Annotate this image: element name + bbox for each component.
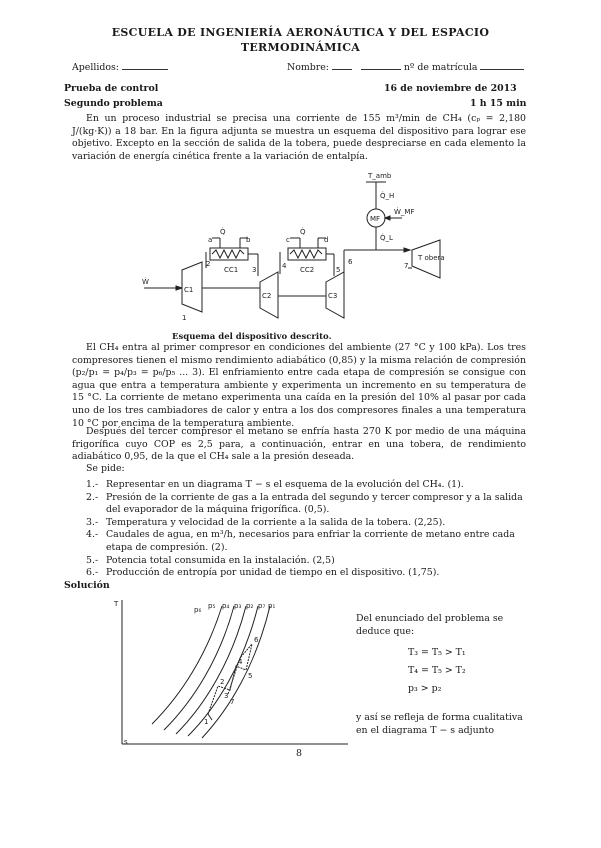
node-5: 5 xyxy=(336,266,341,274)
statement-paragraph-1: En un proceso industrial se precisa una corriente de 155 m³/min de CH₄ (cₚ = 2,180 J/(kg·K)) a 18 bar. En la figura adjunta se muestra un esquema del dispositivo para lograr ese objetivo. Excepto en la sección de salida de la tobera, puede despreciarse en cada elemento la variación de energía cinética frente a la variación de entalpía. xyxy=(72,113,526,162)
question-item: 6.- Producción de entropía por unidad de tiempo en el dispositivo. (1,75). xyxy=(86,567,440,579)
node-1: 1 xyxy=(182,314,187,322)
solution-title: Solución xyxy=(64,580,110,591)
node-b: b xyxy=(246,236,251,244)
label-QH: Q̇_H xyxy=(380,192,395,200)
isobar-p1: p₁ xyxy=(268,602,276,610)
node-3: 3 xyxy=(252,266,257,274)
isobar-p4: p₄ xyxy=(222,602,230,610)
isobar-p5: p₅ xyxy=(208,602,216,610)
statement-paragraph-2: El CH₄ entra al primer compresor en condiciones del ambiente (27 °C y 100 kPa). Los tres compresores tienen el mismo rendimiento adiabático (0,85) y la misma relación de compresión (p₂/p₁ = p₄/p₃ = p₆/p₅ ... 3). El enfriamiento entre cada etapa de compresión se consigue con agua que entra a temperatura ambiente y experimenta un incremento en su temperatura de 15 °C. La corriente de metano experimenta una caída en la presión del 10% al pasar por cada uno de los tres cambiadores de calor y entra a los dos compresores finales a una temperatura 10 °C por encima de la temperatura ambiente. xyxy=(72,342,526,429)
nombre-label: Nombre: xyxy=(287,62,329,73)
ts-point-4: 4 xyxy=(238,658,243,666)
subject-title: TERMODINÁMICA xyxy=(240,41,361,54)
apellidos-label: Apellidos: xyxy=(72,62,119,73)
isobar-p3: p₃ xyxy=(234,602,242,610)
relation-2: T₄ = T₅ > T₂ xyxy=(408,665,466,676)
school-title: ESCUELA DE INGENIERÍA AERONÁUTICA Y DEL ESPACIO xyxy=(111,26,490,39)
axis-s: s xyxy=(124,738,128,746)
question-item: 5.- Potencia total consumida en la instalación. (2,5) xyxy=(86,554,335,566)
label-CC2: CC2 xyxy=(300,266,315,274)
exam-date: 16 de noviembre de 2013 xyxy=(384,83,517,94)
node-2: 2 xyxy=(206,260,211,268)
label-WMF: Ẇ_MF xyxy=(394,208,415,216)
isobar-p2: p₂ xyxy=(246,602,254,610)
label-tobera: T obera xyxy=(418,254,445,262)
solution-intro: Del enunciado del problema se deduce que: xyxy=(356,613,504,637)
ts-point-3: 3 xyxy=(224,692,229,700)
question-item: 4.- Caudales de agua, en m³/h, necesarios para enfriar la corriente de metano entre cada etapa de compresión. (2). xyxy=(86,529,515,553)
apellidos-field xyxy=(72,62,168,75)
label-MF: MF xyxy=(370,215,381,223)
isobar-p7: p₇ xyxy=(258,602,266,610)
axis-T: T xyxy=(114,600,119,608)
question-item: 2.- Presión de la corriente de gas a la entrada del segundo y tercer compresor y a la salida del evaporador de la máquina frigorífica. (0,5). xyxy=(86,491,523,516)
relation-1: T₃ = T₅ > T₁ xyxy=(408,647,466,658)
ts-point-2: 2 xyxy=(220,678,225,686)
problem-title: Segundo problema xyxy=(64,98,163,109)
node-a: a xyxy=(208,236,213,244)
process-diagram xyxy=(140,168,470,332)
ts-point-5: 5 xyxy=(248,672,253,680)
figure-caption: Esquema del dispositivo descrito. xyxy=(172,332,332,342)
ts-point-6: 6 xyxy=(254,636,259,644)
node-6: 6 xyxy=(348,258,353,266)
statement-paragraph-3: Después del tercer compresor el metano se enfría hasta 270 K por medio de una máquina frigorífica cuyo COP es 2,5 para, a continuación, entrar en una tobera, de rendimiento adiabático 0,95, de la que el CH₄ sale a la presión deseada. xyxy=(72,426,526,463)
isobar-p6: p₆ xyxy=(194,606,202,614)
ts-point-7: 7 xyxy=(230,698,235,706)
question-list xyxy=(86,479,526,580)
label-QL: Q̇_L xyxy=(380,234,393,242)
node-7: 7 xyxy=(404,262,409,270)
page-number: 8 xyxy=(296,748,302,759)
label-Q1: Q̇ xyxy=(220,228,226,236)
label-Tamb: T_amb xyxy=(368,172,392,180)
label-W: Ẇ xyxy=(142,278,149,286)
node-4: 4 xyxy=(282,262,287,270)
label-C3: C3 xyxy=(328,292,338,300)
matricula-label: nº de matrícula xyxy=(403,62,478,73)
node-d: d xyxy=(324,236,329,244)
label-CC1: CC1 xyxy=(224,266,239,274)
question-item: 3.- Temperatura y velocidad de la corriente a la salida de la tobera. (2,25). xyxy=(86,516,446,528)
ts-point-1: 1 xyxy=(204,718,209,726)
exam-type: Prueba de control xyxy=(64,83,159,94)
se-pide: Se pide: xyxy=(86,463,125,474)
label-Q2: Q̇ xyxy=(300,228,306,236)
solution-outro: y así se refleja de forma cualitativa en el diagrama T − s adjunto xyxy=(356,712,523,736)
ts-diagram xyxy=(112,594,352,750)
label-C1: C1 xyxy=(184,286,194,294)
node-c: c xyxy=(286,236,290,244)
question-item: 1.- Representar en un diagrama T − s el esquema de la evolución del CH₄. (1). xyxy=(86,479,464,490)
nombre-field xyxy=(287,62,524,75)
label-C2: C2 xyxy=(262,292,272,300)
relation-3: p₃ > p₂ xyxy=(408,683,442,694)
exam-time: 1 h 15 min xyxy=(470,98,527,109)
